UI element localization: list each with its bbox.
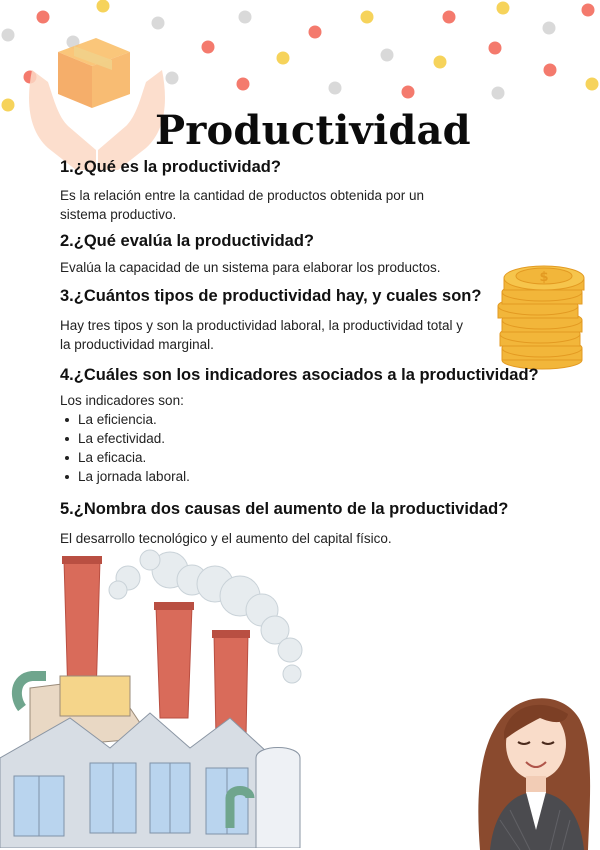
answer-2: Evalúa la capacidad de un sistema para elaborar los productos. bbox=[60, 260, 441, 275]
answer-4-intro: Los indicadores son: bbox=[60, 393, 184, 408]
list-item: La eficacia. bbox=[60, 448, 480, 467]
page-title: Productividad bbox=[155, 106, 471, 154]
factory-illustration bbox=[0, 548, 320, 848]
svg-text:$: $ bbox=[539, 270, 549, 285]
woman-avatar bbox=[470, 680, 600, 850]
question-1: 1.¿Qué es la productividad? bbox=[60, 158, 281, 176]
indicators-list bbox=[60, 410, 480, 486]
answer-4 bbox=[60, 391, 480, 486]
question-3: 3.¿Cuántos tipos de productividad hay, y cuales son? bbox=[60, 287, 482, 305]
coins-stack-icon bbox=[492, 258, 592, 378]
answer-5: El desarrollo tecnológico y el aumento del capital físico. bbox=[60, 531, 392, 546]
answer-1: Es la relación entre la cantidad de productos obtenida por un sistema productivo. bbox=[60, 188, 424, 222]
question-2: 2.¿Qué evalúa la productividad? bbox=[60, 232, 314, 250]
answer-3: Hay tres tipos y son la productividad laboral, la productividad total y la productividad marginal. bbox=[60, 318, 463, 352]
question-5: 5.¿Nombra dos causas del aumento de la productividad? bbox=[60, 500, 509, 518]
list-item: La eficiencia. bbox=[60, 410, 480, 429]
list-item: La efectividad. bbox=[60, 429, 480, 448]
list-item: La jornada laboral. bbox=[60, 467, 480, 486]
question-4: 4.¿Cuáles son los indicadores asociados a la productividad? bbox=[60, 366, 539, 384]
